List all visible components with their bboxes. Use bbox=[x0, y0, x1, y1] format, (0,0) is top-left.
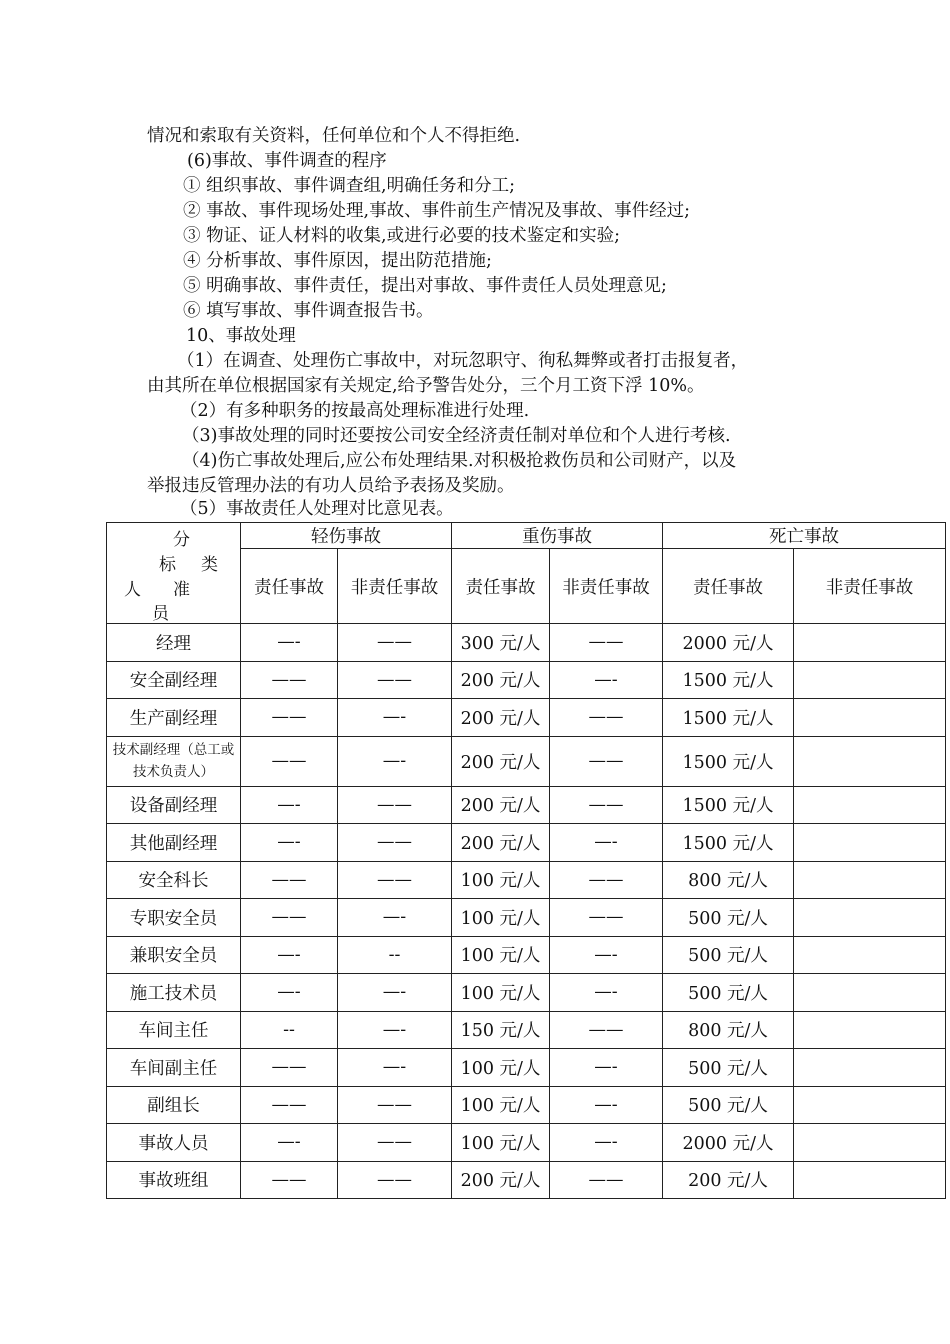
table-cell bbox=[794, 699, 946, 737]
table-cell: 100 元/人 bbox=[452, 1086, 550, 1124]
table-cell: 200 元/人 bbox=[452, 661, 550, 699]
table-cell bbox=[794, 936, 946, 974]
table-cell: —- bbox=[550, 1049, 663, 1087]
table-cell bbox=[794, 1011, 946, 1049]
table-row bbox=[107, 1086, 946, 1124]
corner-header-cell bbox=[107, 523, 241, 624]
table-cell bbox=[794, 974, 946, 1012]
table-cell bbox=[794, 736, 946, 786]
table-cell: 800 元/人 bbox=[663, 1011, 794, 1049]
table-cell: 1500 元/人 bbox=[663, 736, 794, 786]
table-cell: —- bbox=[241, 786, 338, 824]
table-cell bbox=[794, 1049, 946, 1087]
table-cell: —— bbox=[241, 736, 338, 786]
table-cell: —— bbox=[338, 1161, 452, 1199]
list-item: ① 组织事故、事件调查组,明确任务和分工; bbox=[183, 176, 516, 196]
table-row bbox=[107, 899, 946, 937]
table-row bbox=[107, 624, 946, 662]
table-cell: 200 元/人 bbox=[452, 824, 550, 862]
table-row bbox=[107, 1124, 946, 1162]
table-cell: 300 元/人 bbox=[452, 624, 550, 662]
row-label: 生产副经理 bbox=[107, 699, 241, 737]
row-label: 技术副经理（总工或技术负责人） bbox=[107, 736, 241, 786]
table-cell: 100 元/人 bbox=[452, 974, 550, 1012]
table-cell bbox=[794, 1161, 946, 1199]
table-cell bbox=[794, 861, 946, 899]
table-cell: —- bbox=[241, 936, 338, 974]
corner-label-biao: 标 bbox=[159, 554, 176, 575]
table-cell: 200 元/人 bbox=[452, 699, 550, 737]
corner-label-lei: 类 bbox=[201, 554, 218, 575]
table-cell bbox=[794, 1086, 946, 1124]
subheader-cell: 责任事故 bbox=[663, 549, 794, 624]
table-cell: 2000 元/人 bbox=[663, 1124, 794, 1162]
table-cell bbox=[794, 824, 946, 862]
table-cell: 200 元/人 bbox=[452, 786, 550, 824]
table-cell bbox=[794, 899, 946, 937]
table-cell: —— bbox=[241, 861, 338, 899]
table-cell: —— bbox=[550, 899, 663, 937]
table-cell: 100 元/人 bbox=[452, 899, 550, 937]
table-row bbox=[107, 974, 946, 1012]
section-heading: (6)事故、事件调查的程序 bbox=[187, 151, 387, 171]
subheader-cell: 非责任事故 bbox=[550, 549, 663, 624]
table-cell: —- bbox=[338, 1011, 452, 1049]
table-cell: 2000 元/人 bbox=[663, 624, 794, 662]
paragraph-line: 情况和索取有关资料，任何单位和个人不得拒绝. bbox=[147, 126, 521, 146]
table-row bbox=[107, 699, 946, 737]
corner-label-yuan: 员 bbox=[152, 603, 169, 624]
corner-label-zhun: 准 bbox=[173, 579, 190, 600]
row-label: 车间副主任 bbox=[107, 1049, 241, 1087]
paragraph-line: （4)伤亡事故处理后,应公布处理结果.对积极抢救伤员和公司财产，以及 bbox=[182, 451, 737, 471]
row-label: 兼职安全员 bbox=[107, 936, 241, 974]
table-row bbox=[107, 1011, 946, 1049]
table-cell: —— bbox=[338, 1086, 452, 1124]
row-label: 安全副经理 bbox=[107, 661, 241, 699]
table-cell bbox=[794, 661, 946, 699]
table-cell: 500 元/人 bbox=[663, 936, 794, 974]
table-cell: —- bbox=[550, 936, 663, 974]
table-cell: —- bbox=[241, 824, 338, 862]
row-label: 施工技术员 bbox=[107, 974, 241, 1012]
table-cell: —— bbox=[550, 1161, 663, 1199]
table-cell: —— bbox=[550, 736, 663, 786]
subheader-cell: 非责任事故 bbox=[794, 549, 946, 624]
table-cell: —— bbox=[338, 824, 452, 862]
row-label: 安全科长 bbox=[107, 861, 241, 899]
table-row bbox=[107, 661, 946, 699]
table-cell: 1500 元/人 bbox=[663, 699, 794, 737]
table-cell: —— bbox=[241, 699, 338, 737]
table-cell bbox=[794, 786, 946, 824]
list-item: ⑥ 填写事故、事件调查报告书。 bbox=[183, 301, 434, 321]
table-cell: —- bbox=[550, 824, 663, 862]
list-item: ③ 物证、证人材料的收集,或进行必要的技术鉴定和实验; bbox=[183, 226, 621, 246]
table-cell: 800 元/人 bbox=[663, 861, 794, 899]
table-cell: —— bbox=[241, 1086, 338, 1124]
subheader-cell: 非责任事故 bbox=[338, 549, 452, 624]
penalty-comparison-table bbox=[106, 522, 946, 1199]
table-cell: —- bbox=[241, 624, 338, 662]
table-row bbox=[107, 824, 946, 862]
table-cell: 500 元/人 bbox=[663, 899, 794, 937]
table-cell: —- bbox=[550, 1086, 663, 1124]
table-cell: —— bbox=[241, 899, 338, 937]
table-cell: —— bbox=[338, 1124, 452, 1162]
table-cell: 200 元/人 bbox=[452, 1161, 550, 1199]
list-item: ④ 分析事故、事件原因，提出防范措施; bbox=[183, 251, 492, 271]
table-header-row bbox=[107, 523, 946, 549]
table-cell: —- bbox=[338, 1049, 452, 1087]
row-label: 专职安全员 bbox=[107, 899, 241, 937]
table-cell bbox=[794, 624, 946, 662]
table-cell: —— bbox=[338, 786, 452, 824]
table-cell: —- bbox=[338, 736, 452, 786]
table-cell: 1500 元/人 bbox=[663, 786, 794, 824]
table-cell: —— bbox=[241, 1161, 338, 1199]
paragraph-line: 举报违反管理办法的有功人员给予表扬及奖励。 bbox=[147, 476, 515, 496]
table-cell: —— bbox=[550, 1011, 663, 1049]
row-label: 车间主任 bbox=[107, 1011, 241, 1049]
table-cell: —- bbox=[550, 1124, 663, 1162]
list-item: ② 事故、事件现场处理,事故、事件前生产情况及事故、事件经过; bbox=[183, 201, 691, 221]
subheader-cell: 责任事故 bbox=[241, 549, 338, 624]
table-cell: —- bbox=[338, 899, 452, 937]
row-label: 其他副经理 bbox=[107, 824, 241, 862]
table-cell: 500 元/人 bbox=[663, 974, 794, 1012]
row-label: 副组长 bbox=[107, 1086, 241, 1124]
table-cell: 1500 元/人 bbox=[663, 824, 794, 862]
corner-label-fen: 分 bbox=[173, 529, 190, 550]
table-cell: 100 元/人 bbox=[452, 1049, 550, 1087]
table-row bbox=[107, 861, 946, 899]
row-label: 经理 bbox=[107, 624, 241, 662]
subheader-cell: 责任事故 bbox=[452, 549, 550, 624]
table-row bbox=[107, 736, 946, 786]
table-cell: -- bbox=[241, 1011, 338, 1049]
table-cell: -- bbox=[338, 936, 452, 974]
table-cell: —- bbox=[241, 1124, 338, 1162]
table-cell: —- bbox=[338, 974, 452, 1012]
table-cell: 100 元/人 bbox=[452, 1124, 550, 1162]
table-caption: （5）事故责任人处理对比意见表。 bbox=[180, 499, 454, 519]
table-row bbox=[107, 1049, 946, 1087]
paragraph-line: （2）有多种职务的按最高处理标准进行处理. bbox=[180, 401, 530, 421]
table-cell: 200 元/人 bbox=[452, 736, 550, 786]
table-cell bbox=[794, 1124, 946, 1162]
group-header-fatal: 死亡事故 bbox=[663, 523, 946, 549]
table-cell: —— bbox=[550, 861, 663, 899]
table-row bbox=[107, 1161, 946, 1199]
table-cell: —— bbox=[241, 1049, 338, 1087]
table-cell: 200 元/人 bbox=[663, 1161, 794, 1199]
table-row bbox=[107, 936, 946, 974]
group-header-minor-injury: 轻伤事故 bbox=[241, 523, 452, 549]
paragraph-line: （1）在调查、处理伤亡事故中，对玩忽职守、徇私舞弊或者打击报复者， bbox=[177, 351, 749, 371]
table-cell: —— bbox=[338, 624, 452, 662]
row-label: 事故人员 bbox=[107, 1124, 241, 1162]
section-heading: 10、事故处理 bbox=[186, 326, 296, 346]
paragraph-line: （3)事故处理的同时还要按公司安全经济责任制对单位和个人进行考核. bbox=[182, 426, 731, 446]
table-cell: 500 元/人 bbox=[663, 1086, 794, 1124]
table-cell: —- bbox=[550, 974, 663, 1012]
row-label: 设备副经理 bbox=[107, 786, 241, 824]
table-cell: —- bbox=[241, 974, 338, 1012]
table-cell: 100 元/人 bbox=[452, 936, 550, 974]
table-cell: —— bbox=[338, 661, 452, 699]
table-cell: —- bbox=[550, 661, 663, 699]
table-cell: —— bbox=[241, 661, 338, 699]
table-cell: —- bbox=[338, 699, 452, 737]
table-cell: 500 元/人 bbox=[663, 1049, 794, 1087]
table-cell: 150 元/人 bbox=[452, 1011, 550, 1049]
paragraph-line: 由其所在单位根据国家有关规定,给予警告处分，三个月工资下浮 10%。 bbox=[147, 376, 705, 396]
table-cell: —— bbox=[550, 699, 663, 737]
list-item: ⑤ 明确事故、事件责任，提出对事故、事件责任人员处理意见; bbox=[183, 276, 667, 296]
table-cell: 1500 元/人 bbox=[663, 661, 794, 699]
group-header-serious-injury: 重伤事故 bbox=[452, 523, 663, 549]
table-cell: —— bbox=[550, 786, 663, 824]
corner-label-ren: 人 bbox=[124, 579, 141, 600]
table-cell: —— bbox=[338, 861, 452, 899]
table-cell: —— bbox=[550, 624, 663, 662]
table-row bbox=[107, 786, 946, 824]
row-label: 事故班组 bbox=[107, 1161, 241, 1199]
table-cell: 100 元/人 bbox=[452, 861, 550, 899]
